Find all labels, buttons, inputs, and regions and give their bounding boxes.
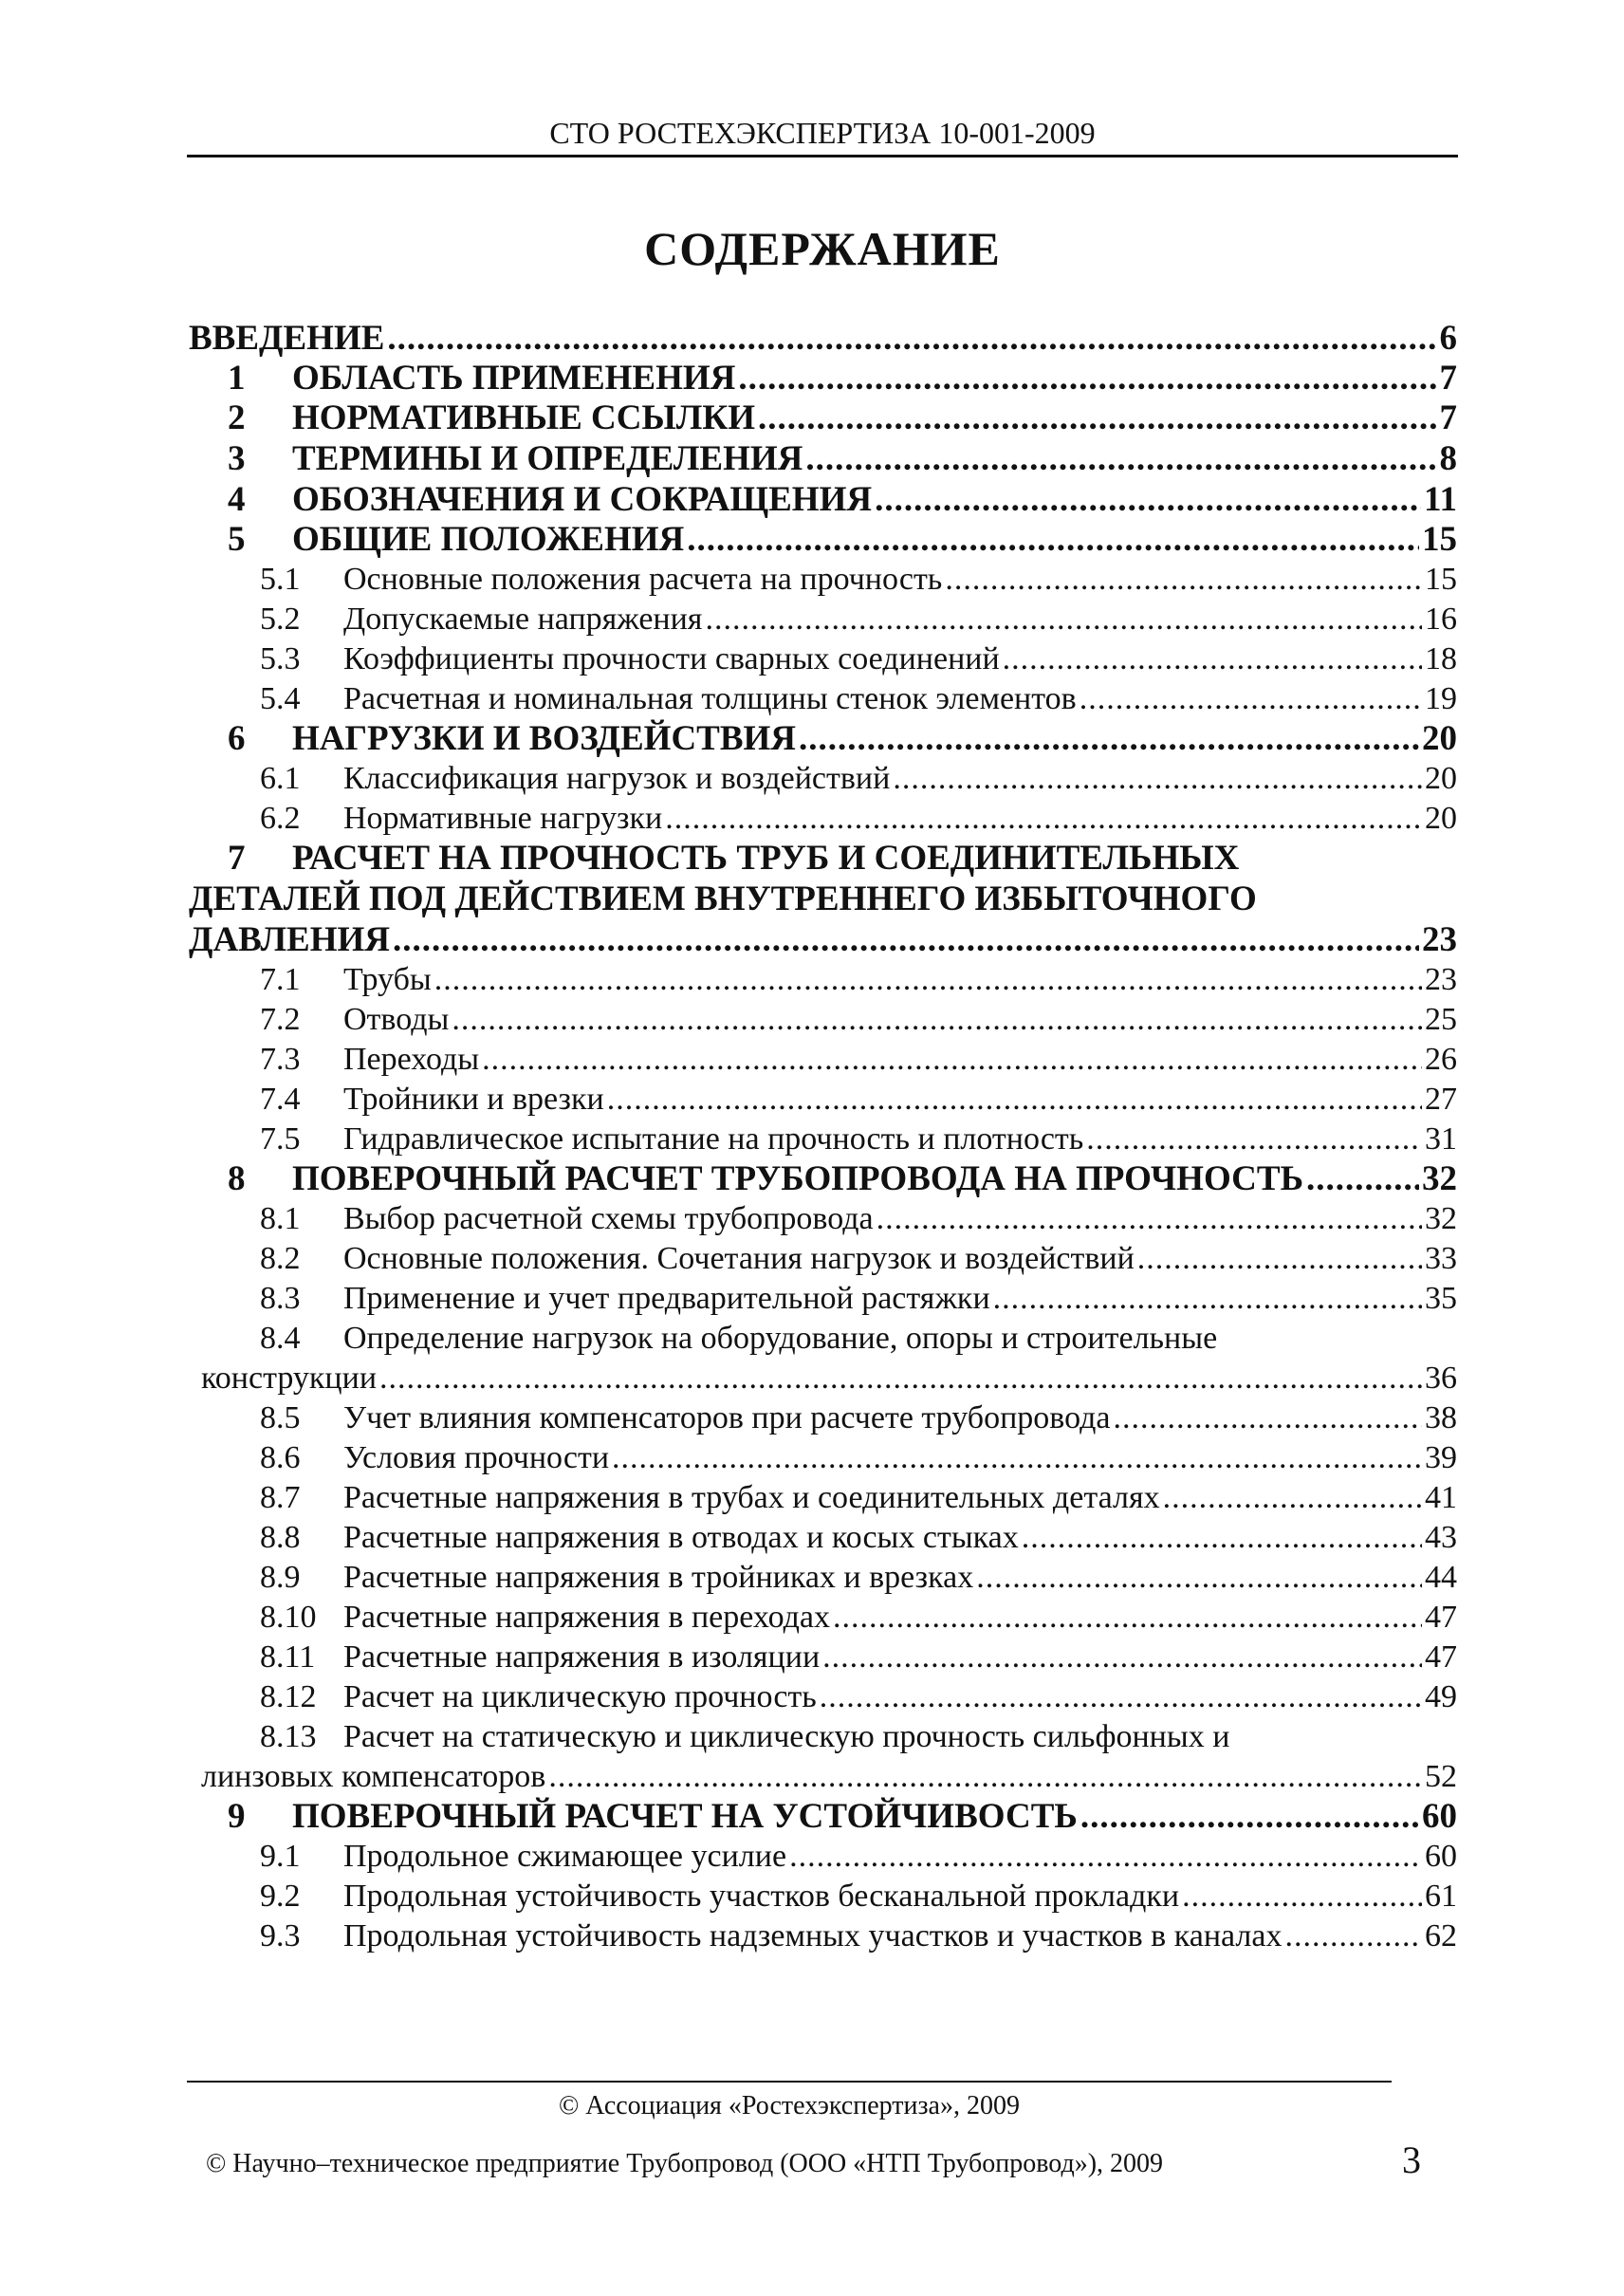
toc-entry-page: 19 [1425,681,1457,716]
toc-entry-title: НОРМАТИВНЫЕ ССЫЛКИ [292,398,755,437]
leader-dots [393,919,1419,961]
leader-dots [1163,1477,1422,1519]
leader-dots [1086,1119,1422,1160]
toc-entry-page: 25 [1425,1002,1457,1037]
toc-entry-number: 5.2 [260,602,301,637]
leader-dots [805,438,1436,480]
toc-entry-number: 9.2 [260,1879,301,1914]
toc-entry-number: 8.1 [260,1201,301,1236]
toc-entry-page: 20 [1425,801,1457,836]
footer-company: © Научно–техническое предприятие Трубопровод (ООО «НТП Трубопровод»), 2009 [206,2149,1164,2178]
toc-entry-title: Расчетные напряжения в тройниках и врезках [343,1560,974,1595]
toc-entry-title: Тройники и врезки [343,1082,604,1117]
toc-entry-number: 5.3 [260,641,301,676]
leader-dots [993,1278,1422,1320]
toc-entry-page: 20 [1425,761,1457,796]
leader-dots [976,1557,1422,1599]
toc-entry-title: Расчетная и номинальная толщины стенок элементов [343,681,1077,716]
leader-dots [1114,1398,1422,1439]
footer-rule [187,2081,1392,2083]
toc-entry-number: 8.4 [260,1321,301,1356]
leader-dots [612,1437,1422,1479]
toc-entry-title: Продольная устойчивость участков бесканальной прокладки [343,1879,1180,1914]
toc-entry-page: 32 [1422,1159,1457,1198]
footer-association: © Ассоциация «Ростехэкспертиза», 2009 [559,2091,1020,2120]
toc-entry-number: 8.13 [260,1719,317,1754]
toc-entry-page: 49 [1425,1679,1457,1714]
toc-entry-page: 11 [1424,480,1457,519]
toc-entry-page: 31 [1425,1121,1457,1157]
toc-entry-title: ОБЛАСТЬ ПРИМЕНЕНИЯ [292,359,736,398]
leader-dots [1080,678,1422,720]
toc-entry-page: 8 [1439,439,1457,478]
toc-entry-number: 6.1 [260,761,301,796]
toc-entry-number: 8.8 [260,1520,301,1555]
toc-entry-page: 20 [1422,719,1457,758]
toc-entry-title: Расчетные напряжения в изоляции [343,1639,821,1675]
toc-entry-title: Расчетные напряжения в переходах [343,1600,831,1635]
toc-entry-page: 43 [1425,1520,1457,1555]
leader-dots [945,559,1422,601]
toc-entry-title-line1: РАСЧЕТ НА ПРОЧНОСТЬ ТРУБ И СОЕДИНИТЕЛЬНЫХ [292,839,1240,878]
leader-dots [758,398,1437,439]
toc-entry-number: 7.4 [260,1082,301,1117]
leader-dots [1080,1796,1419,1838]
toc-entry-page: 47 [1425,1639,1457,1675]
toc-entry-page: 52 [1425,1759,1457,1794]
leader-dots [799,718,1419,760]
toc-entry-page: 36 [1425,1361,1457,1396]
toc-entry-title: Продольная устойчивость надземных участков и участков в каналах [343,1918,1283,1953]
toc-entry-title: ТЕРМИНЫ И ОПРЕДЕЛЕНИЯ [292,439,803,478]
header-rule [187,155,1458,157]
toc-entry-number: 1 [228,359,246,398]
leader-dots [1182,1876,1422,1917]
toc-entry-title: Классификация нагрузок и воздействий [343,761,891,796]
toc-entry-page: 38 [1425,1400,1457,1435]
leader-dots [1306,1158,1419,1200]
toc-entry-number: 8.5 [260,1400,301,1435]
toc-entry-title: ПОВЕРОЧНЫЙ РАСЧЕТ НА УСТОЙЧИВОСТЬ [292,1797,1078,1836]
toc-entry-number: 7.5 [260,1121,301,1157]
leader-dots [705,599,1422,640]
toc-entry-number: 9.1 [260,1839,301,1874]
toc-entry-title: Применение и учет предварительной растяжки [343,1281,990,1316]
toc-entry-page: 7 [1439,359,1457,398]
toc-entry-page: 23 [1422,920,1457,959]
toc-entry-title: ВВЕДЕНИЕ [189,319,385,358]
toc-entry-title-line1: Определение нагрузок на оборудование, опоры и строительные [343,1321,1218,1356]
toc-entry-page: 62 [1425,1918,1457,1953]
toc-entry-number: 5 [228,520,246,559]
toc-entry-title-line3: ДАВЛЕНИЯ [189,920,390,959]
toc-entry-title-line2: ДЕТАЛЕЙ ПОД ДЕЙСТВИЕМ ВНУТРЕННЕГО ИЗБЫТОЧНОГО [189,880,1257,918]
toc-entry-number: 5.1 [260,562,301,597]
leader-dots [482,1039,1422,1081]
toc-entry-number: 7.2 [260,1002,301,1037]
toc-entry-number: 8.7 [260,1480,301,1515]
document-header: СТО РОСТЕХЭКСПЕРТИЗА 10-001-2009 [549,116,1096,150]
leader-dots [789,1836,1422,1878]
toc-entry-page: 60 [1422,1797,1457,1836]
toc-entry-number: 9 [228,1797,246,1836]
leader-dots [1137,1238,1422,1280]
leader-dots [1022,1517,1422,1559]
toc-entry-title: Коэффициенты прочности сварных соединений [343,641,1000,676]
toc-entry-page: 15 [1425,562,1457,597]
toc-entry-number: 8.10 [260,1600,317,1635]
toc-entry-page: 32 [1425,1201,1457,1236]
toc-entry-page: 26 [1425,1042,1457,1077]
toc-entry-title: Переходы [343,1042,480,1077]
toc-entry-title: НАГРУЗКИ И ВОЗДЕЙСТВИЯ [292,719,797,758]
toc-entry-title: Расчетные напряжения в трубах и соединительных деталях [343,1480,1160,1515]
toc-entry-number: 7.3 [260,1042,301,1077]
toc-entry-title: Выбор расчетной схемы трубопровода [343,1201,874,1236]
toc-entry-number: 8.3 [260,1281,301,1316]
leader-dots [665,798,1422,840]
leader-dots [1003,639,1422,680]
toc-entry-title-line1: Расчет на статическую и циклическую прочность сильфонных и [343,1719,1230,1754]
leader-dots [434,959,1422,1001]
toc-entry-page: 44 [1425,1560,1457,1595]
leader-dots [607,1079,1422,1120]
toc-entry-page: 41 [1425,1480,1457,1515]
toc-entry-number: 8.12 [260,1679,317,1714]
toc-entry-number: 4 [228,480,246,519]
leader-dots [875,479,1421,521]
toc-entry-page: 18 [1425,641,1457,676]
toc-entry-number: 5.4 [260,681,301,716]
toc-entry-page: 6 [1439,319,1457,358]
toc-entry-title-line2: конструкции [201,1361,378,1396]
leader-dots [833,1597,1422,1639]
leader-dots [893,758,1422,800]
toc-entry-number: 8.9 [260,1560,301,1595]
toc-entry-title: Гидравлическое испытание на прочность и плотность [343,1121,1084,1157]
toc-entry-number: 8.6 [260,1440,301,1475]
leader-dots [738,358,1436,399]
leader-dots [548,1756,1422,1798]
toc-entry-page: 23 [1425,962,1457,997]
toc-entry-page: 61 [1425,1879,1457,1914]
page-number: 3 [1402,2139,1421,2181]
toc-entry-title: Отводы [343,1002,450,1037]
leader-dots [877,1198,1422,1240]
toc-entry-title: Учет влияния компенсаторов при расчете трубопровода [343,1400,1111,1435]
toc-entry-number: 8.2 [260,1241,301,1276]
toc-entry-number: 7 [228,839,246,878]
toc-entry-title: Расчет на циклическую прочность [343,1679,817,1714]
toc-entry-title: Продольное сжимающее усилие [343,1839,787,1874]
toc-entry-title: Расчетные напряжения в отводах и косых стыках [343,1520,1019,1555]
page-title: СОДЕРЖАНИЕ [644,222,1001,275]
toc-entry-page: 33 [1425,1241,1457,1276]
toc-entry-number: 7.1 [260,962,301,997]
toc-entry-number: 9.3 [260,1918,301,1953]
toc-entry-title: Условия прочности [343,1440,610,1475]
toc-entry-number: 8.11 [260,1639,316,1675]
toc-entry-number: 2 [228,398,246,437]
toc-entry-title: ОБЩИЕ ПОЛОЖЕНИЯ [292,520,685,559]
toc-entry-title: Нормативные нагрузки [343,801,663,836]
toc-entry-title: Основные положения. Сочетания нагрузок и воздействий [343,1241,1135,1276]
toc-entry-page: 7 [1439,398,1457,437]
toc-entry-title: Трубы [343,962,432,997]
toc-entry-title-line2: линзовых компенсаторов [201,1759,546,1794]
leader-dots [820,1676,1422,1718]
toc-entry-page: 60 [1425,1839,1457,1874]
toc-entry-title: Основные положения расчета на прочность [343,562,943,597]
toc-entry-number: 6.2 [260,801,301,836]
toc-entry-title: ОБОЗНАЧЕНИЯ И СОКРАЩЕНИЯ [292,480,873,519]
leader-dots [1284,1916,1422,1957]
toc-entry-page: 16 [1425,602,1457,637]
leader-dots [452,999,1422,1041]
leader-dots [387,318,1436,360]
toc-entry-title: ПОВЕРОЧНЫЙ РАСЧЕТ ТРУБОПРОВОДА НА ПРОЧНОСТЬ [292,1159,1304,1198]
toc-entry-number: 8 [228,1159,246,1198]
toc-entry-number: 6 [228,719,246,758]
toc-entry-page: 27 [1425,1082,1457,1117]
leader-dots [687,519,1419,561]
toc-entry-number: 3 [228,439,246,478]
toc-entry-title: Допускаемые напряжения [343,602,703,637]
toc-entry-page: 47 [1425,1600,1457,1635]
toc-entry-page: 15 [1422,520,1457,559]
leader-dots [379,1358,1422,1399]
leader-dots [822,1637,1422,1678]
toc-entry-page: 35 [1425,1281,1457,1316]
toc-entry-page: 39 [1425,1440,1457,1475]
